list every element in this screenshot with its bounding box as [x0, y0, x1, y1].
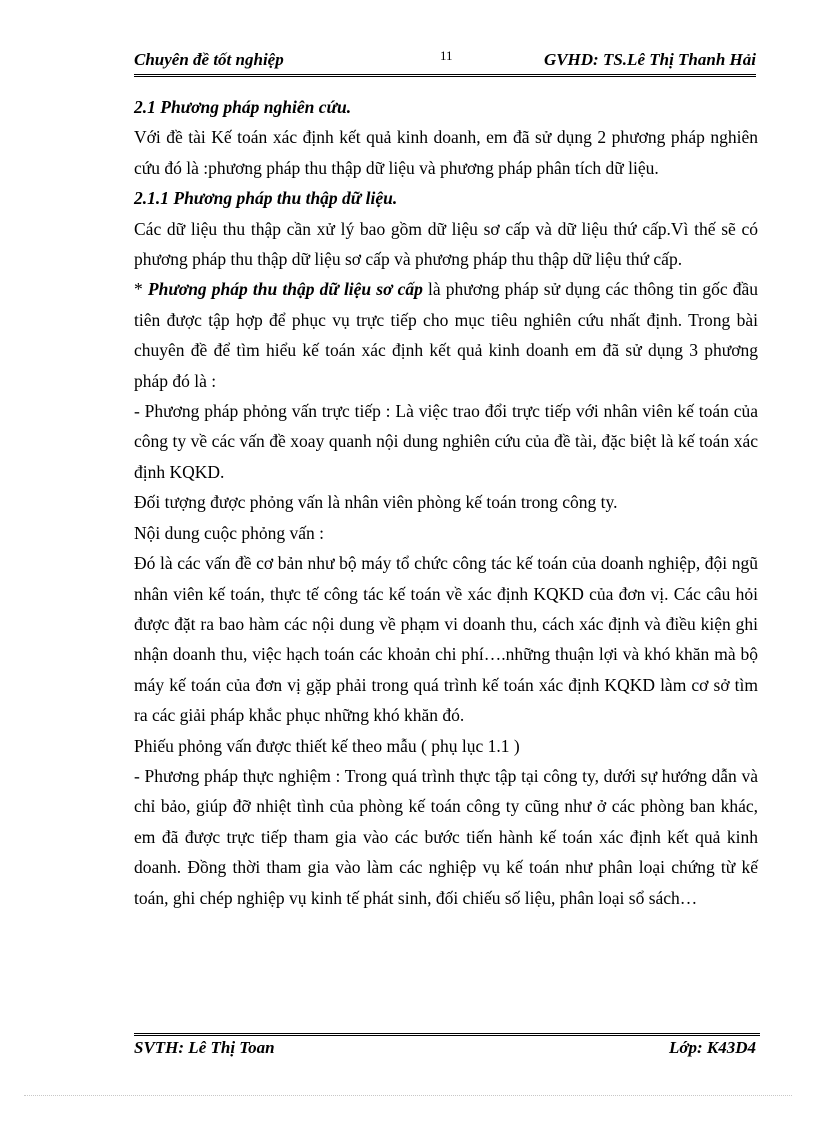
bullet-marker: *: [134, 279, 148, 300]
emphasis-term: Phương pháp thu thập dữ liệu sơ cấp: [147, 279, 423, 300]
subsection-heading: 2.1.1 Phương pháp thu thập dữ liệu.: [134, 188, 398, 209]
header-advisor: GVHD: TS.Lê Thị Thanh Hải: [543, 50, 756, 69]
document-body: [134, 92, 758, 913]
paragraph: - Phương pháp thực nghiệm : Trong quá trình thực tập tại công ty, dưới sự hướng dẫn và chỉ bảo, giúp đỡ nhiệt tình của phòng kế toán công ty cũng như ở các phòng ban khác, em đã được trực tiếp tham gia vào các bước tiến hành kế toán xác định kết quả kinh doanh. Đồng thời tham gia vào làm các nghiệp vụ kế toán như phân loại chứng từ kế toán, ghi chép nghiệp vụ kinh tế phát sinh, đối chiếu số liệu, phân loại sổ sách…: [134, 765, 758, 908]
header-divider: [134, 74, 756, 77]
header-title: Chuyên đề tốt nghiệp: [134, 50, 284, 69]
page-header: [134, 46, 756, 76]
footer-class: Lớp: K43D4: [668, 1038, 756, 1057]
section-heading: 2.1 Phương pháp nghiên cứu.: [134, 97, 352, 117]
footer-divider: [134, 1033, 760, 1036]
footer-student: SVTH: Lê Thị Toan: [134, 1038, 275, 1057]
paragraph: - Phương pháp phỏng vấn trực tiếp : Là việc trao đổi trực tiếp với nhân viên kế toán của công ty về các vấn đề xoay quanh nội dung nghiên cứu của đề tài, đặc biệt là kế toán xác định KQKD.: [134, 401, 758, 482]
paragraph: Đối tượng được phỏng vấn là nhân viên phòng kế toán trong công ty.: [134, 492, 618, 513]
paragraph: Nội dung cuộc phỏng vấn :: [134, 522, 325, 543]
page-number: 11: [440, 48, 453, 63]
paragraph: Các dữ liệu thu thập cần xử lý bao gồm dữ liệu sơ cấp và dữ liệu thứ cấp.Vì thế sẽ có phương pháp thu thập dữ liệu sơ cấp và phương pháp thu thập dữ liệu thứ cấp.: [134, 218, 758, 270]
paragraph: Đó là các vấn đề cơ bản như bộ máy tổ chức công tác kế toán của doanh nghiệp, đội ngũ nhân viên kế toán, thực tế công tác kế toán về xác định KQKD của đơn vị. Các câu hỏi được đặt ra bao hàm các nội dung về phạm vi doanh thu, cách xác định và điều kiện ghi nhận doanh thu, việc hạch toán các khoản chi phí….những thuận lợi và khó khăn mà bộ máy kế toán của đơn vị gặp phải trong quá trình kế toán xác định KQKD làm cơ sở tìm ra các giải pháp khắc phục những khó khăn đó.: [134, 553, 758, 726]
paragraph: Với đề tài Kế toán xác định kết quả kinh doanh, em đã sử dụng 2 phương pháp nghiên cứu đó là :phương pháp thu thập dữ liệu và phương pháp phân tích dữ liệu.: [134, 127, 758, 178]
page-footer: [134, 1038, 756, 1062]
paragraph: [134, 274, 758, 396]
paragraph-text: là phương pháp sử dụng các thông tin gốc đầu tiên được tập hợp để phục vụ trực tiếp cho mục tiêu nghiên cứu nhất định. Trong bài chuyên đề để tìm hiểu kế toán xác định kết quả kinh doanh em đã sử dụng 3 phương pháp đó là :: [134, 279, 759, 391]
paragraph: Phiếu phỏng vấn được thiết kế theo mẫu ( phụ lục 1.1 ): [134, 735, 520, 756]
page-edge-dots: [24, 1095, 792, 1096]
